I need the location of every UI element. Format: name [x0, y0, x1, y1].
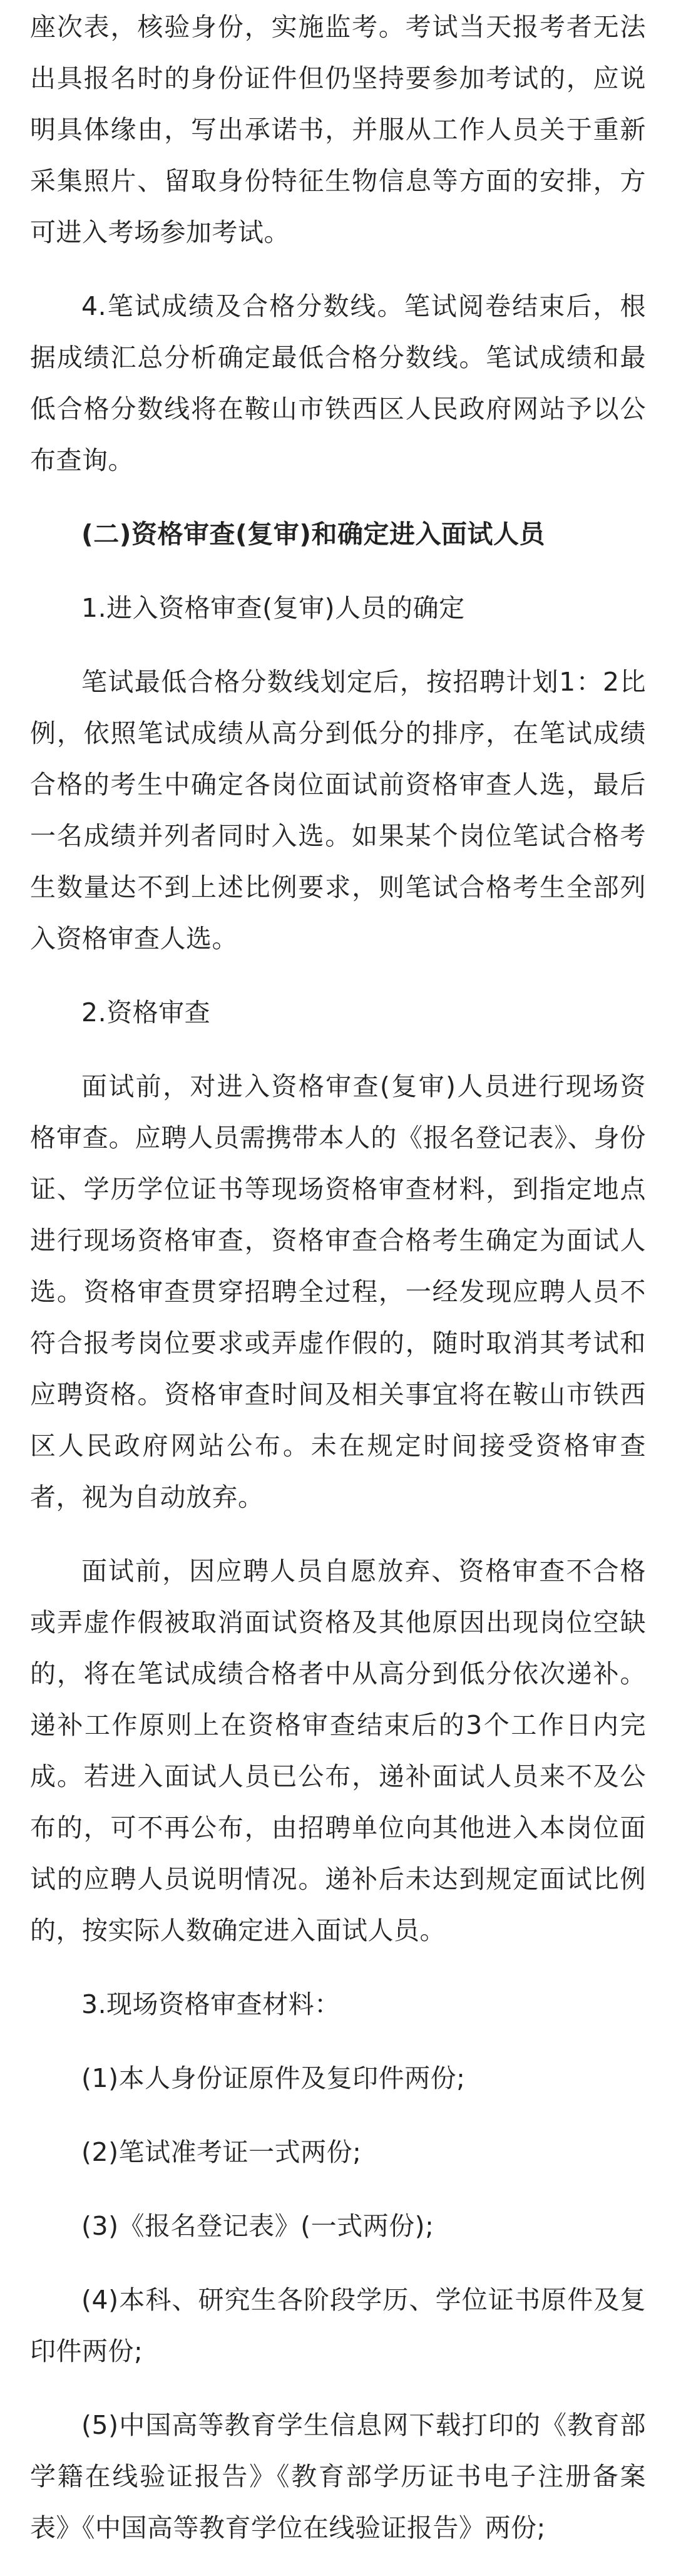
list-item: (4)本科、研究生各阶段学历、学位证书原件及复印件两份; [30, 2285, 646, 2366]
list-item: (1)本人身份证原件及复印件两份; [81, 2063, 466, 2093]
sub-heading: 3.现场资格审查材料： [81, 1989, 341, 2019]
article-paragraph: 面试前，对进入资格审查(复审)人员进行现场资格审查。应聘人员需携带本人的《报名登记表》、身份证、学历学位证书等现场资格审查材料，到指定地点进行现场资格审查，资格审查合格考生确定为面试人选。资格审查贯穿招聘全过程，一经发现应聘人员不符合报考岗位要求或弄虚作假的，随时取消其考试和应聘资格。资格审查时间及相关事宜将在鞍山市铁西区人民政府网站公布。未在规定时间接受资格审查者，视为自动放弃。 [30, 1071, 646, 1512]
list-item: (2)笔试准考证一式两份; [81, 2137, 362, 2167]
sub-heading: 2.资格审查 [81, 997, 211, 1028]
list-item: (3)《报名登记表》(一式两份); [81, 2211, 434, 2241]
section-heading: (二)资格审查(复审)和确定进入面试人员 [81, 519, 545, 549]
article-paragraph: 4.笔试成绩及合格分数线。笔试阅卷结束后，根据成绩汇总分析确定最低合格分数线。笔试成绩和最低合格分数线将在鞍山市铁西区人民政府网站予以公布查询。 [30, 291, 646, 475]
article-paragraph: 笔试最低合格分数线划定后，按招聘计划1：2比例，依照笔试成绩从高分到低分的排序，在笔试成绩合格的考生中确定各岗位面试前资格审查人选，最后一名成绩并列者同时入选。如果某个岗位笔试合格考生数量达不到上述比例要求，则笔试合格考生全部列入资格审查人选。 [30, 667, 646, 954]
article-paragraph: 座次表，核验身份，实施监考。考试当天报考者无法出具报名时的身份证件但仍坚持要参加考试的，应说明具体缘由，写出承诺书，并服从工作人员关于重新采集照片、留取身份特征生物信息等方面的安排，方可进入考场参加考试。 [30, 12, 646, 247]
article-paragraph: 面试前，因应聘人员自愿放弃、资格审查不合格或弄虚作假被取消面试资格及其他原因出现岗位空缺的，将在笔试成绩合格者中从高分到低分依次递补。递补工作原则上在资格审查结束后的3个工作日内完成。若进入面试人员已公布，递补面试人员来不及公布的，可不再公布，由招聘单位向其他进入本岗位面试的应聘人员说明情况。递补后未达到规定面试比例的，按实际人数确定进入面试人员。 [30, 1556, 646, 1945]
list-item: (5)中国高等教育学生信息网下载打印的《教育部学籍在线验证报告》《教育部学历证书电子注册备案表》《中国高等教育学位在线验证报告》两份; [30, 2410, 646, 2543]
sub-heading: 1.进入资格审查(复审)人员的确定 [81, 593, 465, 623]
